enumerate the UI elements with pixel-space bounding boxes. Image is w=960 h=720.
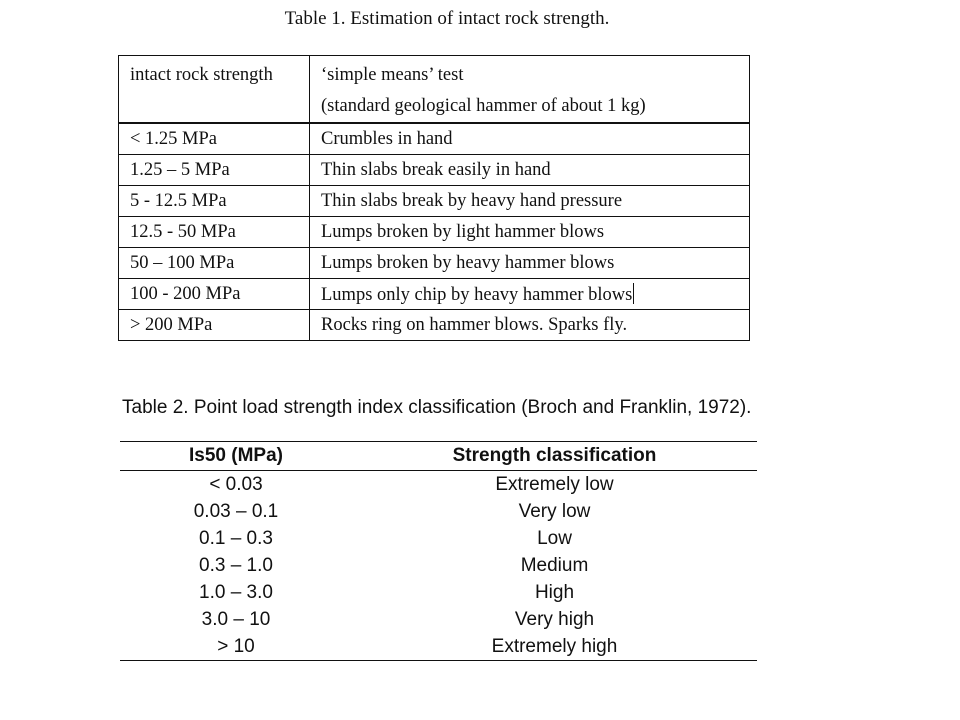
table-row — [119, 186, 750, 217]
class-cell: Medium — [520, 554, 589, 576]
table-row — [119, 310, 750, 341]
test-cell: Thin slabs break by heavy hand pressure — [310, 186, 750, 217]
table-row — [119, 123, 750, 155]
table1-header-strength: intact rock strength — [119, 56, 310, 124]
class-cell: High — [534, 581, 575, 603]
strength-cell: < 1.25 MPa — [119, 123, 310, 155]
table2-header-is50: Is50 (MPa) — [120, 442, 352, 471]
strength-cell: 12.5 - 50 MPa — [119, 217, 310, 248]
class-cell: Very high — [514, 608, 595, 630]
is50-cell: 0.3 – 1.0 — [199, 554, 273, 576]
table1-header-test-line2: (standard geological hammer of about 1 kg) — [321, 96, 646, 116]
table-row — [119, 248, 750, 279]
test-cell-text: Lumps only chip by heavy hammer blows — [321, 284, 633, 305]
strength-cell: 1.25 – 5 MPa — [119, 155, 310, 186]
table-row — [120, 525, 757, 552]
table-row — [119, 279, 750, 310]
strength-cell: 100 - 200 MPa — [119, 279, 310, 310]
table1-header-row — [119, 56, 750, 124]
rock-strength-table — [118, 55, 750, 341]
is50-cell: 0.1 – 0.3 — [199, 527, 273, 549]
table-row — [120, 606, 757, 633]
test-cell: Thin slabs break easily in hand — [310, 155, 750, 186]
text-cursor — [633, 283, 634, 304]
strength-cell: 5 - 12.5 MPa — [119, 186, 310, 217]
class-cell: Extremely high — [491, 635, 618, 657]
test-cell: Crumbles in hand — [310, 123, 750, 155]
is50-cell: > 10 — [217, 635, 255, 657]
table1-header-test — [310, 56, 750, 124]
table2-header-class: Strength classification — [352, 442, 757, 471]
is50-cell: 0.03 – 0.1 — [193, 500, 279, 522]
strength-cell: > 200 MPa — [119, 310, 310, 341]
table1-header-test-line1: ‘simple means’ test — [321, 65, 464, 85]
class-cell: Low — [537, 527, 572, 549]
class-cell: Extremely low — [495, 473, 614, 495]
table-row — [119, 217, 750, 248]
is50-cell: 3.0 – 10 — [201, 608, 271, 630]
table-row — [120, 633, 757, 661]
test-cell: Lumps broken by light hammer blows — [310, 217, 750, 248]
table-row — [120, 579, 757, 606]
test-cell[interactable] — [310, 279, 750, 310]
table-row — [120, 498, 757, 525]
table2-header-row — [120, 442, 757, 471]
strength-cell: 50 – 100 MPa — [119, 248, 310, 279]
is50-cell: 1.0 – 3.0 — [199, 581, 273, 603]
is50-cell: < 0.03 — [209, 473, 263, 495]
table2-caption: Table 2. Point load strength index classification (Broch and Franklin, 1972). — [122, 397, 752, 418]
point-load-table — [120, 441, 757, 661]
test-cell: Lumps broken by heavy hammer blows — [310, 248, 750, 279]
class-cell: Very low — [518, 500, 591, 522]
table-row — [119, 155, 750, 186]
table-row — [120, 471, 757, 499]
table1-caption: Table 1. Estimation of intact rock strength. — [284, 8, 610, 29]
table-row — [120, 552, 757, 579]
test-cell: Rocks ring on hammer blows. Sparks fly. — [310, 310, 750, 341]
